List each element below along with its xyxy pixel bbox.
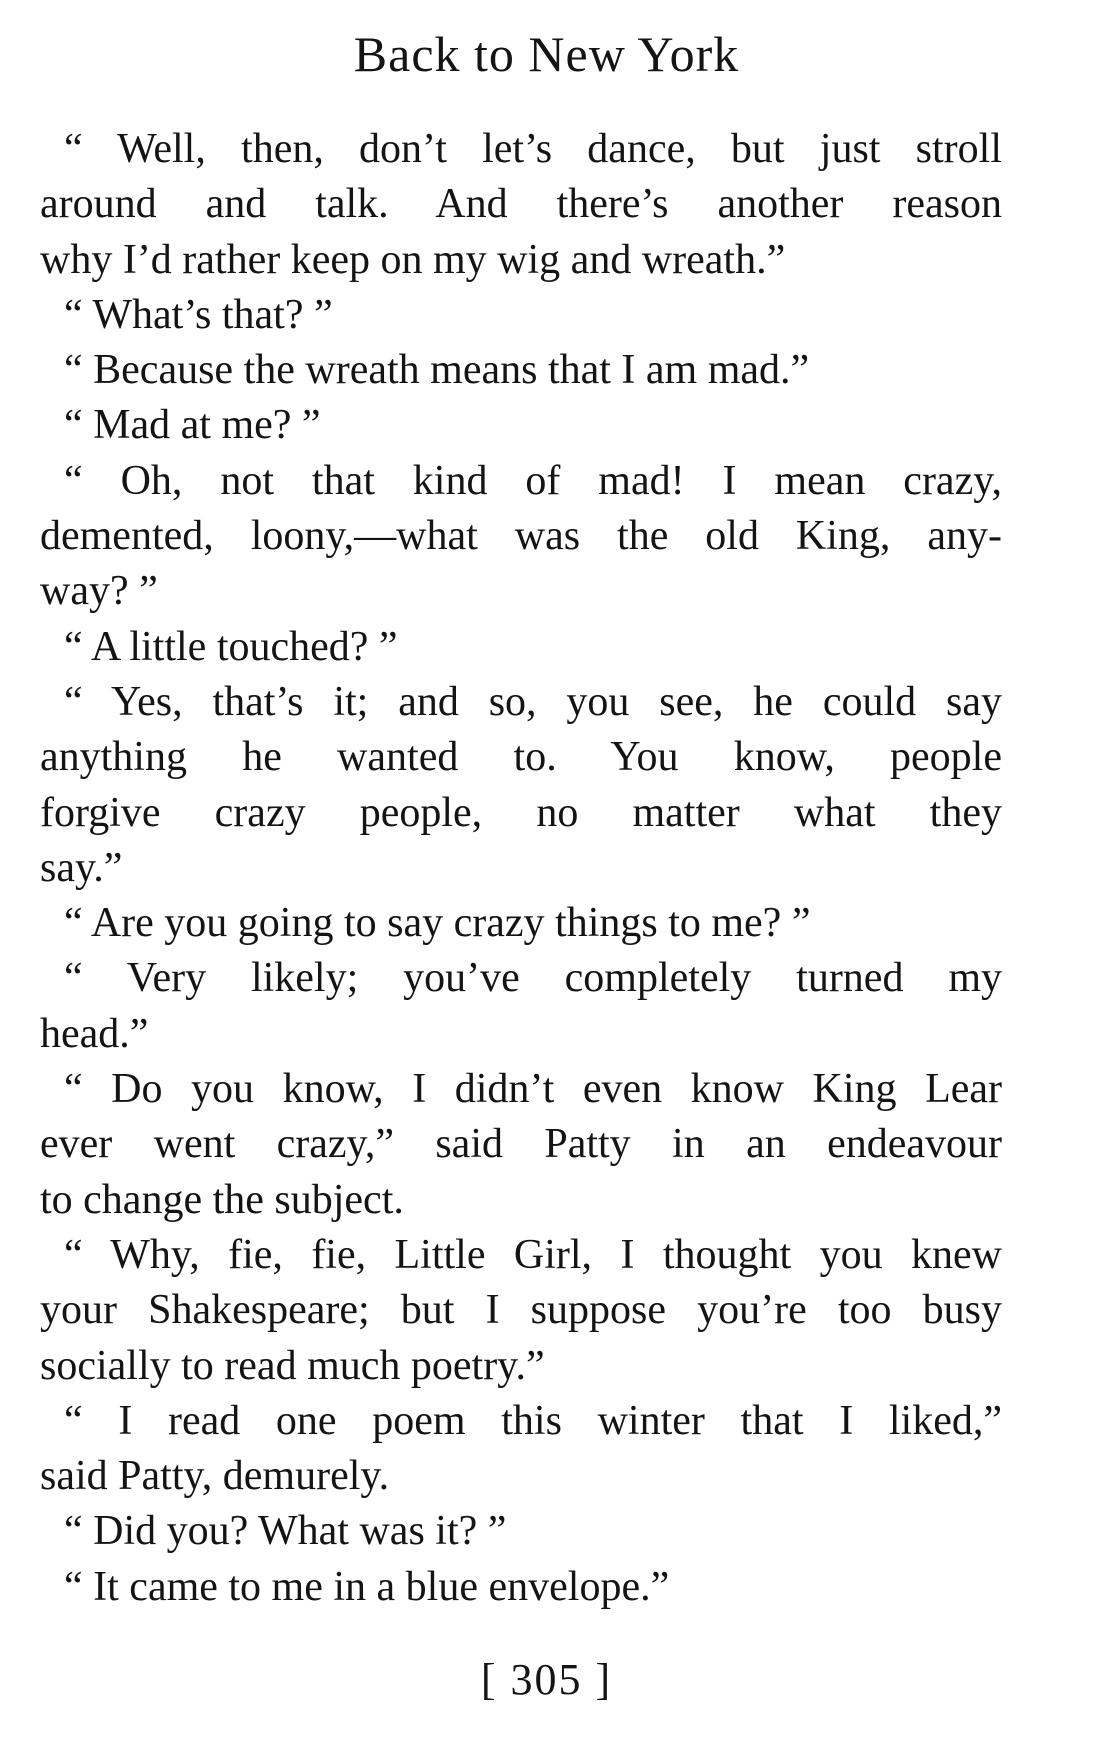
text-line: “ Oh, not that kind of mad! I mean crazy, [64,457,1002,504]
text-line: way? ” [40,568,158,615]
text-line: “ Well, then, don’t let’s dance, but just stroll [64,126,1002,172]
text-line: “ Very likely; you’ve completely turned my [64,955,1002,1002]
text-line: “ I read one poem this winter that I liked,” [64,1397,1002,1444]
text-line: forgive crazy people, no matter what they [40,789,1002,836]
text-line: to change the subject. [40,1176,404,1223]
body-text [40,122,1002,1615]
text-line: your Shakespeare; but I suppose you’re too busy [40,1287,1002,1334]
text-line: said Patty, demurely. [40,1453,390,1500]
text-line: “ Why, fie, fie, Little Girl, I thought you knew [64,1231,1002,1278]
text-line: anything he wanted to. You know, people [40,734,1002,781]
text-line: “ A little touched? ” [64,623,398,670]
text-line: “ It came to me in a blue envelope.” [64,1563,670,1610]
text-line: why I’d rather keep on my wig and wreath.” [40,236,786,283]
text-line: demented, loony,—what was the old King, any- [40,513,1002,560]
running-head: Back to New York [353,26,740,82]
text-line: say.” [40,844,123,891]
text-line: head.” [40,1010,149,1057]
text-line: “ What’s that? ” [64,291,333,338]
text-line: “ Did you? What was it? ” [64,1508,507,1555]
text-line: “ Because the wreath means that I am mad.” [64,347,810,394]
text-line: “ Are you going to say crazy things to me? ” [64,900,811,947]
text-line: ever went crazy,” said Patty in an endeavour [40,1121,1002,1168]
text-line: socially to read much poetry.” [40,1342,545,1389]
page-number: [ 305 ] [480,1655,613,1704]
text-line: around and talk. And there’s another reason [40,181,1002,228]
text-line: “ Do you know, I didn’t even know King Lear [64,1066,1002,1113]
text-line: “ Mad at me? ” [64,402,321,449]
text-line: “ Yes, that’s it; and so, you see, he could say [64,678,1002,725]
